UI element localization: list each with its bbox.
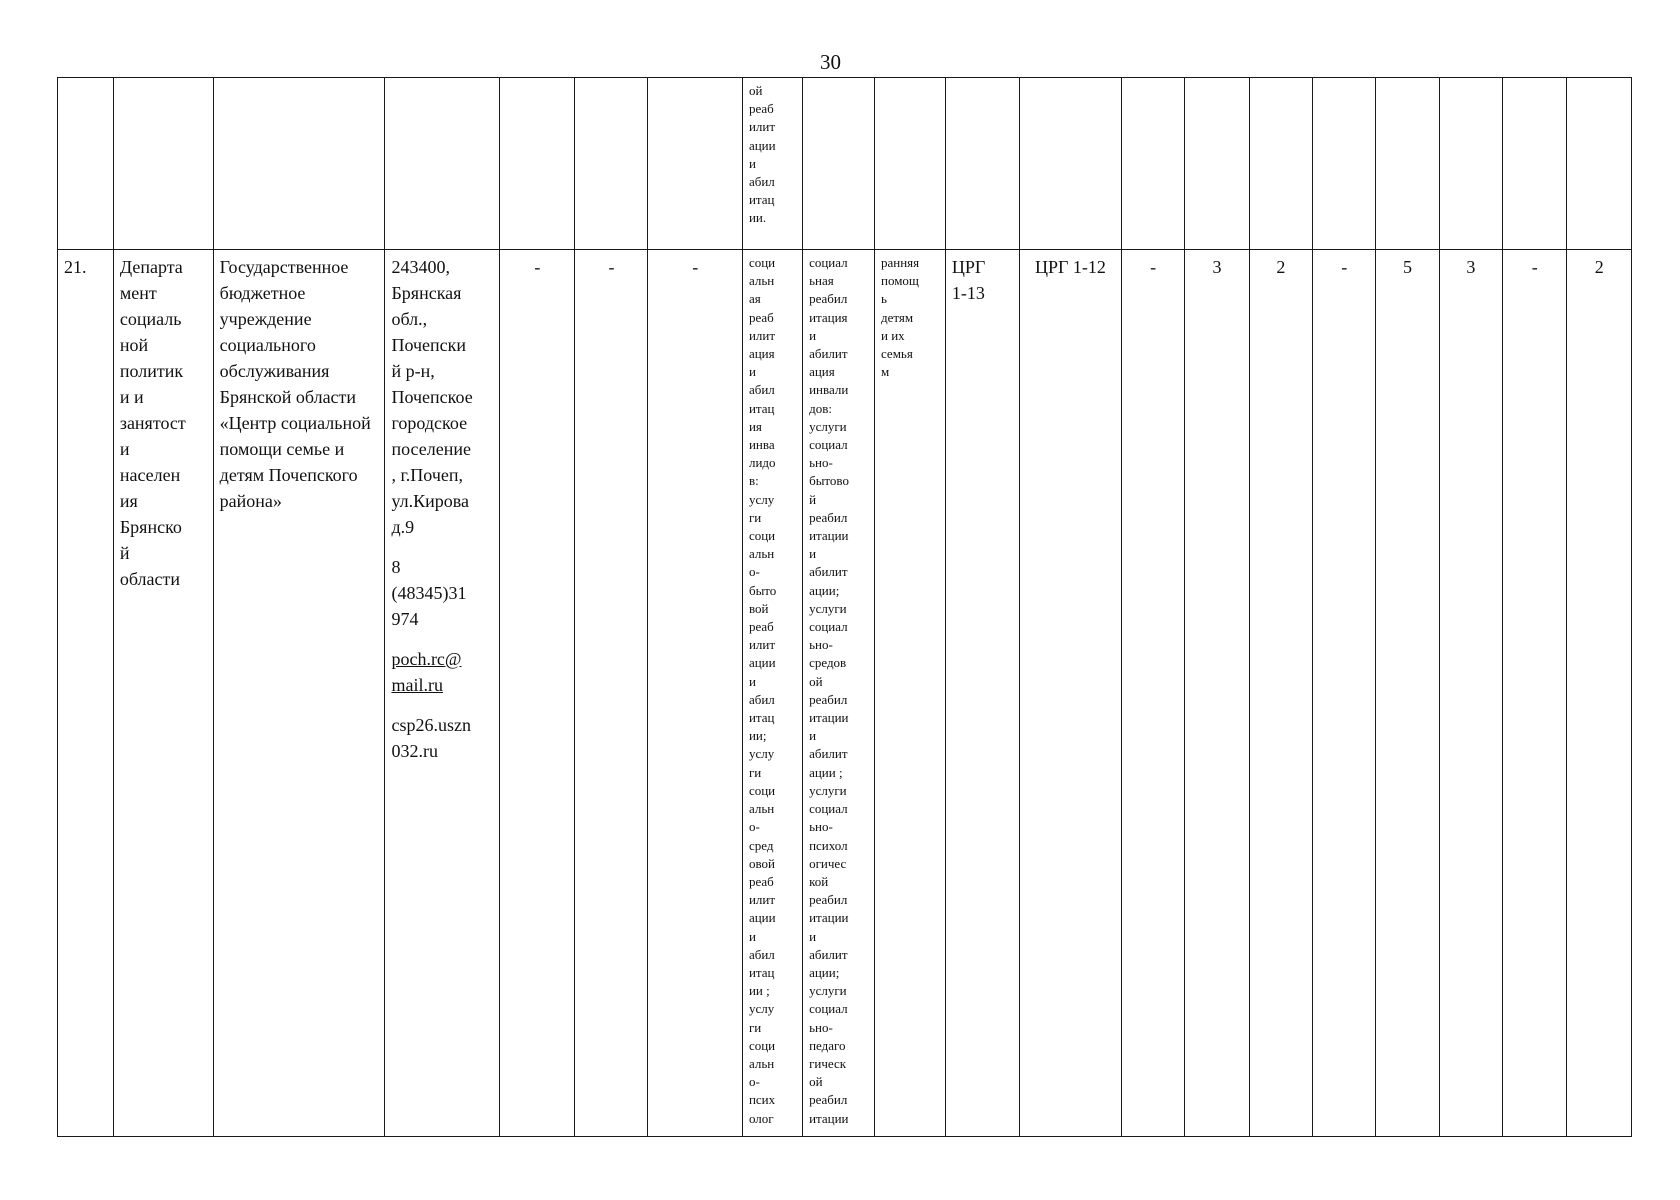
- services-short-cell: соци альн ая реаб илит ация и абил итац ия инва лидо в: услу ги соци альн о- быто вой реаб илит ации и абил итац ии; услу ги соци альн о- сред овой реаб илит ации и абил итац ии ; услу ги соци альн о- псих олог: [742, 250, 802, 1137]
- cell-empty: [58, 78, 114, 250]
- cell-empty: [575, 78, 648, 250]
- cell-empty: [945, 78, 1019, 250]
- organization-cell: Государственное бюджетное учреждение социального обслуживания Брянской области «Центр социальной помощи семье и детям Почепского района»: [213, 250, 385, 1137]
- value-cell: -: [648, 250, 742, 1137]
- cell-empty: [1567, 78, 1632, 250]
- email-link[interactable]: poch.rc@ mail.ru: [391, 649, 462, 695]
- registry-table: [57, 77, 1632, 1137]
- cell-empty: [803, 78, 875, 250]
- crg-a-cell: ЦРГ 1-13: [945, 250, 1019, 1137]
- value-cell: -: [500, 250, 575, 1137]
- value-cell: -: [1313, 250, 1376, 1137]
- value-cell: -: [575, 250, 648, 1137]
- value-cell: 2: [1567, 250, 1632, 1137]
- address-text: 243400, Брянская обл., Почепски й р-н, Почепское городское поселение , г.Почеп, ул.Кирова д.9: [391, 257, 473, 537]
- cell-empty: [213, 78, 385, 250]
- value-cell: -: [1503, 250, 1567, 1137]
- cell-empty: [113, 78, 213, 250]
- cell-empty: [875, 78, 946, 250]
- value-cell: 3: [1439, 250, 1502, 1137]
- value-cell: -: [1121, 250, 1184, 1137]
- table-row: [58, 78, 1632, 250]
- phone-text: 8 (48345)31 974: [391, 557, 467, 629]
- cell-empty: [648, 78, 742, 250]
- department-cell: Департа мент социаль ной политик и и занятост и населен ия Брянско й области: [113, 250, 213, 1137]
- website-text: csp26.uszn 032.ru: [391, 715, 471, 761]
- cell-empty: [1503, 78, 1567, 250]
- cell-empty: [1249, 78, 1312, 250]
- value-cell: 5: [1376, 250, 1439, 1137]
- value-cell: 2: [1249, 250, 1312, 1137]
- cell-empty: [1121, 78, 1184, 250]
- cell-empty: [1019, 78, 1121, 250]
- cell-empty: [1185, 78, 1249, 250]
- cell-empty: [1376, 78, 1439, 250]
- crg-b-cell: ЦРГ 1-12: [1019, 250, 1121, 1137]
- early-help-cell: ранняя помощ ь детям и их семья м: [875, 250, 946, 1137]
- cell-empty: [1439, 78, 1502, 250]
- row-number: 21.: [58, 250, 114, 1137]
- cell-empty: [1313, 78, 1376, 250]
- table-row: [58, 250, 1632, 1137]
- cell-empty: [500, 78, 575, 250]
- cell-empty: [385, 78, 500, 250]
- continued-services-cell: ой реаб илит ации и абил итац ии.: [742, 78, 802, 250]
- value-cell: 3: [1185, 250, 1249, 1137]
- services-full-cell: социал ьная реабил итация и абилит ация инвали дов: услуги социал ьно- бытово й реабил итации и абилит ации; услуги социал ьно- средов ой реабил итации и абилит ации ; услуги социал ьно- психол огичес кой реабил итации и абилит ации; услуги социал ьно- педаго гическ ой реабил итации: [803, 250, 875, 1137]
- page-number: 30: [820, 50, 841, 74]
- contacts-cell: [385, 250, 500, 1137]
